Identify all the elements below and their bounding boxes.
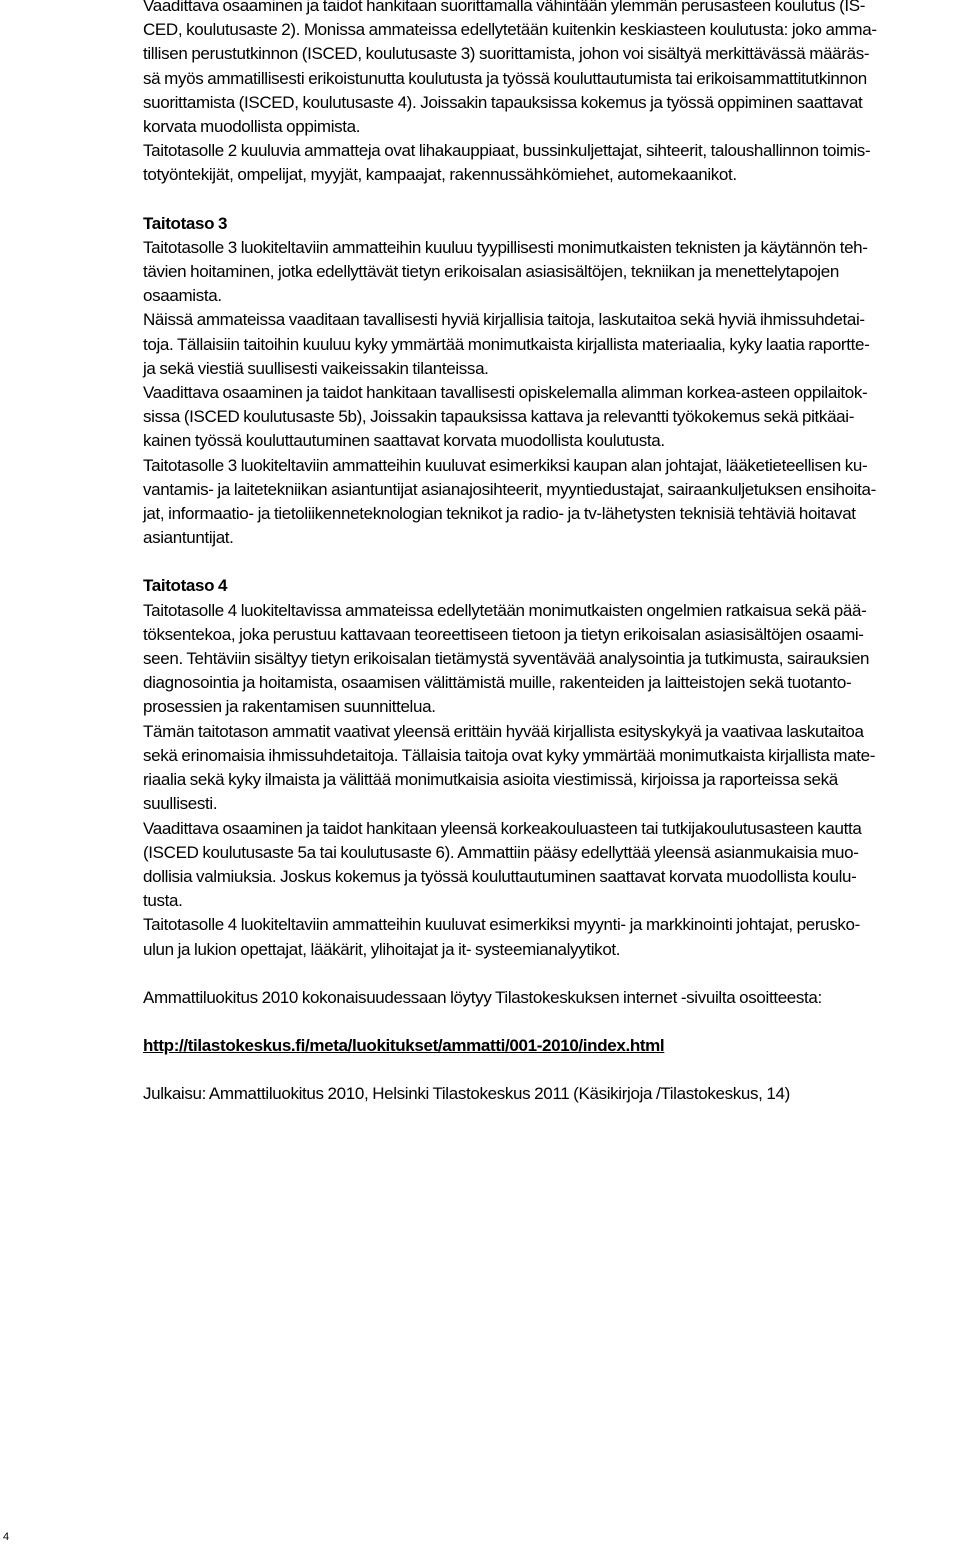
paragraph-level4-occupations: Taitotasolle 4 luokiteltaviin ammatteihin kuuluvat esimerkiksi myynti- ja markkinointi johtajat, perusko- ulun ja lukion opettajat, lääkärit, ylihoitajat ja it- systeemianalyytikot. [143, 915, 860, 959]
spacer [143, 550, 953, 574]
heading-level3: Taitotaso 3 [143, 213, 228, 233]
paragraph-level3-skills: Näissä ammateissa vaaditaan tavallisesti hyviä kirjallisia taitoja, laskutaitoa sekä hyviä ihmissuhdetai- toja. Tällaisiin taitoihin kuuluu kyky ymmärtää monimutkaista kirjallista materiaalia, kyky laatia raportte- ja sekä viestiä suullisesti vaikeissakin tilanteissa. [143, 310, 870, 378]
paragraph-level3-tasks: Taitotasolle 3 luokiteltaviin ammatteihin kuuluu tyypillisesti monimutkaisten teknisten ja käytännön teh- tävien hoitaminen, jotka edellyttävät tietyn erikoisalan asiasisältöjen, tekniikan ja menettelytapojen osaamista. [143, 237, 868, 306]
spacer [143, 962, 953, 986]
paragraph-level3-occupations: Taitotasolle 3 luokiteltaviin ammatteihin kuuluvat esimerkiksi kaupan alan johtajat, lääketieteellisen ku- vantamis- ja laitetekniikan asiantuntijat asianajosihteerit, myyntiedustajat, sairaankuljetuksen ensihoita- jat, informaatio- ja tietoliikenneteknologian teknikot ja radio- ja tv-lähetysten teknisiä tehtäviä hoitavat asiantuntijat. [143, 455, 876, 548]
paragraph-level4-tasks: Taitotasolle 4 luokiteltavissa ammateissa edellytetään monimutkaisten ongelmien ratkaisua sekä pää- töksentekoa, joka perustuu kattavaan teoreettiseen tietoon ja tietyn erikoisalan asiasisältöjen osaami- seen. Tehtäviin sisältyy tietyn erikoisalan tietämystä syventävää analysointia ja tutkimusta, sairauksien diagnosointia ja hoitamista, osaamisen välittämistä muille, rakenteiden ja laitteistojen sekä tuotanto- prosessien ja rakentamisen suunnittelua. [143, 600, 870, 717]
heading-level4: Taitotaso 4 [143, 576, 228, 596]
statistics-finland-link[interactable]: http://tilastokeskus.fi/meta/luokitukset/ammatti/001-2010/index.html [143, 1035, 665, 1055]
page-number: 4 [3, 1531, 10, 1543]
paragraph-level4-skills: Tämän taitotason ammatit vaativat yleensä erittäin hyvää kirjallista esityskykyä ja vaativaa laskutaitoa sekä erinomaisia ihmissuhdetaitoja. Tällaisia taitoja ovat kyky ymmärtää monimutkaista kirjallista mate- riaalia sekä kyky ilmaista ja välittää monimutkaisia asioita viestimissä, kirjoissa ja raporteissa sekä suullisesti. [143, 721, 876, 814]
spacer [143, 1010, 953, 1034]
paragraph-education-requirements: Vaadittava osaaminen ja taidot hankitaan suorittamalla vähintään ylemmän perusasteen koulutus (IS- CED, koulutusaste 2). Monissa ammateissa edellytetään kuitenkin keskiasteen koulutusta: joko amma- tillisen perustutkinnon (ISCED, koulutusaste 3) suorittamista, johon voi sisältyä merkittävässä määräs- sä myös ammatillisesti erikoistunutta koulutusta ja työssä kouluttautumista tai erikoisammattitutkinnon suorittamista (ISCED, koulutusaste 4). Joissakin tapauksissa kokemus ja työssä oppiminen saattavat korvata muodollista oppimista. [143, 0, 877, 137]
paragraph-publication: Julkaisu: Ammattiluokitus 2010, Helsinki Tilastokeskus 2011 (Käsikirjoja /Tilastokeskus, 14) [143, 1084, 790, 1104]
document-body [143, 0, 953, 1106]
paragraph-level4-education: Vaadittava osaaminen ja taidot hankitaan yleensä korkeakouluasteen tai tutkijakoulutusasteen kautta (ISCED koulutusaste 5a tai koulutusaste 6). Ammattiin pääsy edellyttää yleensä asianmukaisia muo- dollisia valmiuksia. Joskus kokemus ja työssä kouluttautuminen saattavat korvata muodollista koulu- tusta. [143, 818, 862, 911]
paragraph-reference-intro: Ammattiluokitus 2010 kokonaisuudessaan löytyy Tilastokeskuksen internet -sivuilta osoitteesta: [143, 987, 822, 1007]
paragraph-level3-education: Vaadittava osaaminen ja taidot hankitaan tavallisesti opiskelemalla alimman korkea-asteen oppilaitok- sissa (ISCED koulutusaste 5b), Joissakin tapauksissa kattava ja relevantti työkokemus sekä pitkäai- kainen työssä kouluttautuminen saattavat korvata muodollista koulutusta. [143, 383, 868, 451]
paragraph-level2-occupations: Taitotasolle 2 kuuluvia ammatteja ovat lihakauppiaat, bussinkuljettajat, sihteerit, taloushallinnon toimis- totyöntekijät, ompelijat, myyjät, kampaajat, rakennussähkömiehet, automekaanikot. [143, 141, 871, 185]
spacer [143, 188, 953, 212]
reference-link-line [143, 1034, 953, 1058]
spacer [143, 1058, 953, 1082]
